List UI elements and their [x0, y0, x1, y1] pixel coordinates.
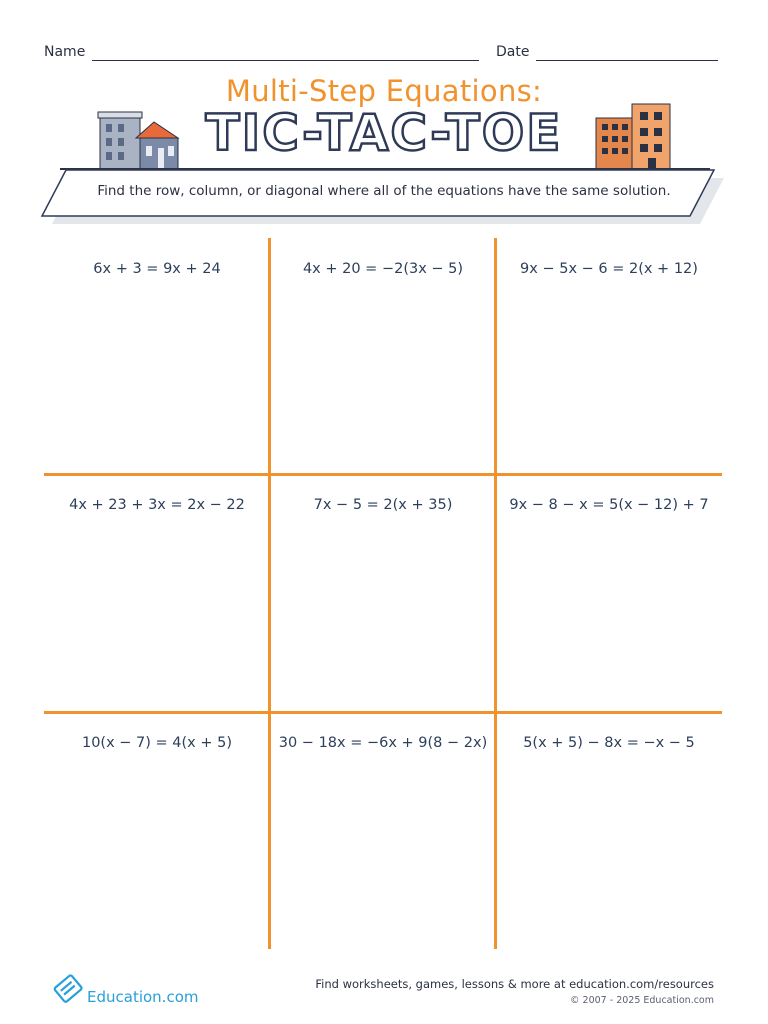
- education-logo-text: Education.com: [87, 988, 199, 1006]
- equation-cell-r1-c2: 4x + 20 = −2(3x − 5): [302, 261, 464, 277]
- instruction-banner: [0, 0, 768, 240]
- equation-cell-r1-c1: 6x + 3 = 9x + 24: [93, 261, 221, 277]
- equation-cell-r3-c1: 10(x − 7) = 4(x + 5): [81, 735, 233, 751]
- grid-vertical-line-2: [494, 238, 497, 949]
- footer-tagline: Find worksheets, games, lessons & more at education.com/resources: [315, 977, 714, 991]
- equation-cell-r2-c1: 4x + 23 + 3x = 2x − 22: [69, 497, 245, 513]
- grid-horizontal-line-2: [44, 711, 722, 714]
- equation-cell-r3-c2: 30 − 18x = −6x + 9(8 − 2x): [278, 735, 488, 751]
- instructions-text: Find the row, column, or diagonal where all of the equations have the same solution.: [97, 183, 671, 199]
- footer-copyright: © 2007 - 2025 Education.com: [570, 995, 714, 1006]
- equation-cell-r2-c2: 7x − 5 = 2(x + 35): [313, 497, 453, 513]
- date-label: Date: [496, 44, 530, 60]
- worksheet-subtitle: Multi-Step Equations:: [225, 74, 543, 108]
- worksheet-title: TIC-TAC-TOE: [205, 104, 563, 162]
- grid-vertical-line-1: [268, 238, 271, 949]
- grid-horizontal-line-1: [44, 473, 722, 476]
- equation-cell-r3-c3: 5(x + 5) − 8x = −x − 5: [523, 735, 695, 751]
- name-label: Name: [44, 44, 86, 60]
- equation-cell-r2-c3: 9x − 8 − x = 5(x − 12) + 7: [509, 497, 709, 513]
- equation-cell-r1-c3: 9x − 5x − 6 = 2(x + 12): [520, 261, 698, 277]
